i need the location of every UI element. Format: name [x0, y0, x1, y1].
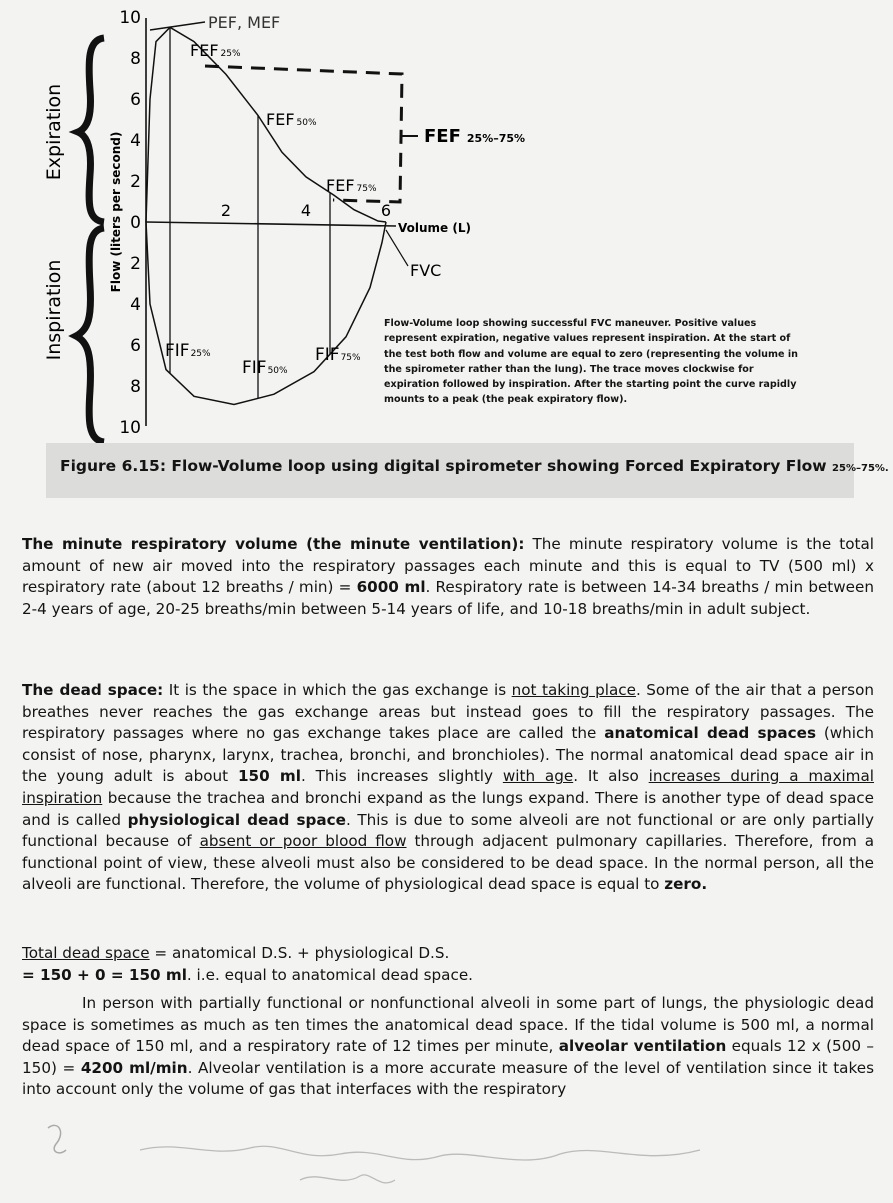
fef50-label: FEF 50%: [266, 110, 317, 129]
minute-body-1: The minute respiratory volume is the total amount of new air moved into the respiratory passages each minute and this is equal to TV (500 ml) x respiratory rate (about 12 breaths / min) =: [22, 535, 874, 597]
dead-t6: because the trachea and bronchi expand as the lungs expand. There is another type of dead space and is called: [22, 788, 874, 829]
pef-label: PEF, MEF: [208, 13, 281, 32]
dead-b2: 150 ml: [237, 767, 301, 786]
partial-t3: . Alveolar ventilation is a more accurate measure of the level of ventilation since it takes into account only the volume of gas that interfaces with the respiratory: [22, 1058, 874, 1099]
total-label: Total dead space: [22, 944, 150, 962]
partial-b2: 4200 ml/min: [80, 1058, 188, 1077]
inspiration-label: Inspiration: [43, 259, 65, 361]
dead-t1: It is the space in which the gas exchange is: [163, 681, 512, 699]
dead-b1: anatomical dead spaces: [604, 724, 817, 743]
dead-t2: . Some of the air that a person breathes never reaches the gas exchange areas but instead goes to fill the respiratory passages. The respiratory passages where no gas exchange takes place are called the: [22, 681, 874, 743]
dead-heading: The dead space:: [22, 681, 164, 699]
y-tick-label-top-4: 4: [130, 131, 141, 151]
expiration-label: Expiration: [43, 83, 65, 181]
total-line2-bold: = 150 + 0 = 150 ml: [22, 965, 187, 984]
flow-axis-label: Flow (liters per second): [109, 131, 123, 293]
dead-u4: absent or poor blood flow: [199, 832, 407, 851]
x-tick-label-6: 6: [380, 201, 392, 220]
pef-pointer: [150, 22, 205, 30]
inspiration-brace: [76, 228, 104, 442]
minute-ventilation-paragraph: [22, 534, 874, 620]
volume-label: Volume (L): [398, 221, 471, 235]
dead-u2: with age: [502, 767, 574, 786]
figure: [0, 0, 893, 520]
x-axis: [146, 222, 396, 226]
dead-u3: increases during a maximal inspiration: [22, 767, 875, 807]
partial-t2: equals 12 x (500 – 150) =: [22, 1037, 874, 1077]
fif75-label: FIF75%: [315, 345, 361, 365]
dead-b4: zero.: [664, 875, 708, 894]
flow-volume-chart: [0, 0, 893, 520]
dead-t7: . This is due to some alveoli are not functional or are only partially functional because of: [22, 810, 874, 851]
dead-b3: physiological dead space: [127, 810, 346, 829]
y-tick-label-top-10: 10: [119, 8, 141, 28]
x-tick-label-2: 2: [220, 201, 232, 220]
y-tick-label-top-8: 8: [130, 49, 141, 69]
handwritten-scribble: [0, 1110, 893, 1203]
y-tick-label-top-6: 6: [130, 90, 141, 110]
dead-t5: . It also: [573, 767, 649, 786]
minute-body-2: . Respiratory rate is between 14-34 breaths / min between 2-4 years of age, 20-25 breaths/min between 5-14 years of life, and 10-18 breaths/min in adult subject.: [22, 578, 874, 618]
y-tick-label-bottom-4: 4: [130, 295, 141, 315]
total-line1: = anatomical D.S. + physiological D.S.: [149, 944, 450, 962]
y-tick-label-bottom-6: 6: [130, 336, 141, 356]
y-tick-label-bottom-8: 8: [130, 377, 141, 397]
dead-u1: not taking place: [511, 681, 636, 699]
fvc-pointer: [386, 230, 408, 266]
y-tick-label-top-2: 2: [130, 172, 141, 192]
minute-value: 6000 ml: [356, 578, 426, 597]
dead-t8: through adjacent pulmonary capillaries. Therefore, from a functional point of view, these alveoli must also be considered to be dead space. In the normal person, all the alveoli are functional. Therefore, the volume of physiological dead space is equal to: [22, 832, 875, 894]
x-tick-label-4: 4: [300, 201, 312, 220]
dead-space-paragraph: [22, 680, 874, 896]
expiration-brace: [78, 38, 104, 222]
fif25-label: FIF25%: [165, 341, 211, 361]
total-dead-space: [22, 943, 874, 986]
alveolar-ventilation-paragraph: [22, 993, 874, 1101]
fif50-label: FIF50%: [242, 358, 288, 378]
figure-caption: Figure 6.15: Flow-Volume loop using digital spirometer showing Forced Expiratory Flow 25%–75%.: [60, 457, 889, 475]
y-tick-label-bottom-10: 10: [119, 418, 141, 438]
fef-range-label: FEF 25%–75%: [424, 126, 526, 147]
y-tick-label-bottom-2: 2: [130, 254, 141, 274]
total-line2: . i.e. equal to anatomical dead space.: [186, 965, 473, 984]
fef25-label: FEF 25%: [190, 41, 241, 60]
dead-t3: (which consist of nose, pharynx, larynx, trachea, bronchi, and bronchioles). The normal anatomical dead space air in the young adult is about: [22, 724, 875, 786]
partial-t1: In person with partially functional or nonfunctional alveoli in some part of lungs, the physiologic dead space is sometimes as much as ten times the anatomical dead space. If the tidal volume is 500 ml, a normal dead space of 150 ml, and a respiratory rate of 12 times per minute,: [22, 994, 874, 1056]
y-tick-label-top-0: 0: [130, 213, 141, 233]
figure-note: Flow-Volume loop showing successful FVC maneuver. Positive values represent expiration, negative values represent inspiration. At the start of the test both flow and volume are equal to zero (representing the volume in the spirometer rather than the lung). The trace moves clockwise for expiration followed by inspiration. After the starting point the curve rapidly mounts to a peak (the peak expiratory flow).: [384, 318, 798, 406]
dead-t4: . This increases slightly: [300, 767, 503, 786]
partial-b1: alveolar ventilation: [558, 1037, 727, 1056]
fvc-label: FVC: [410, 261, 442, 280]
minute-heading: The minute respiratory volume (the minute ventilation):: [22, 535, 525, 553]
fef75-label: FEF 75%: [326, 176, 377, 195]
